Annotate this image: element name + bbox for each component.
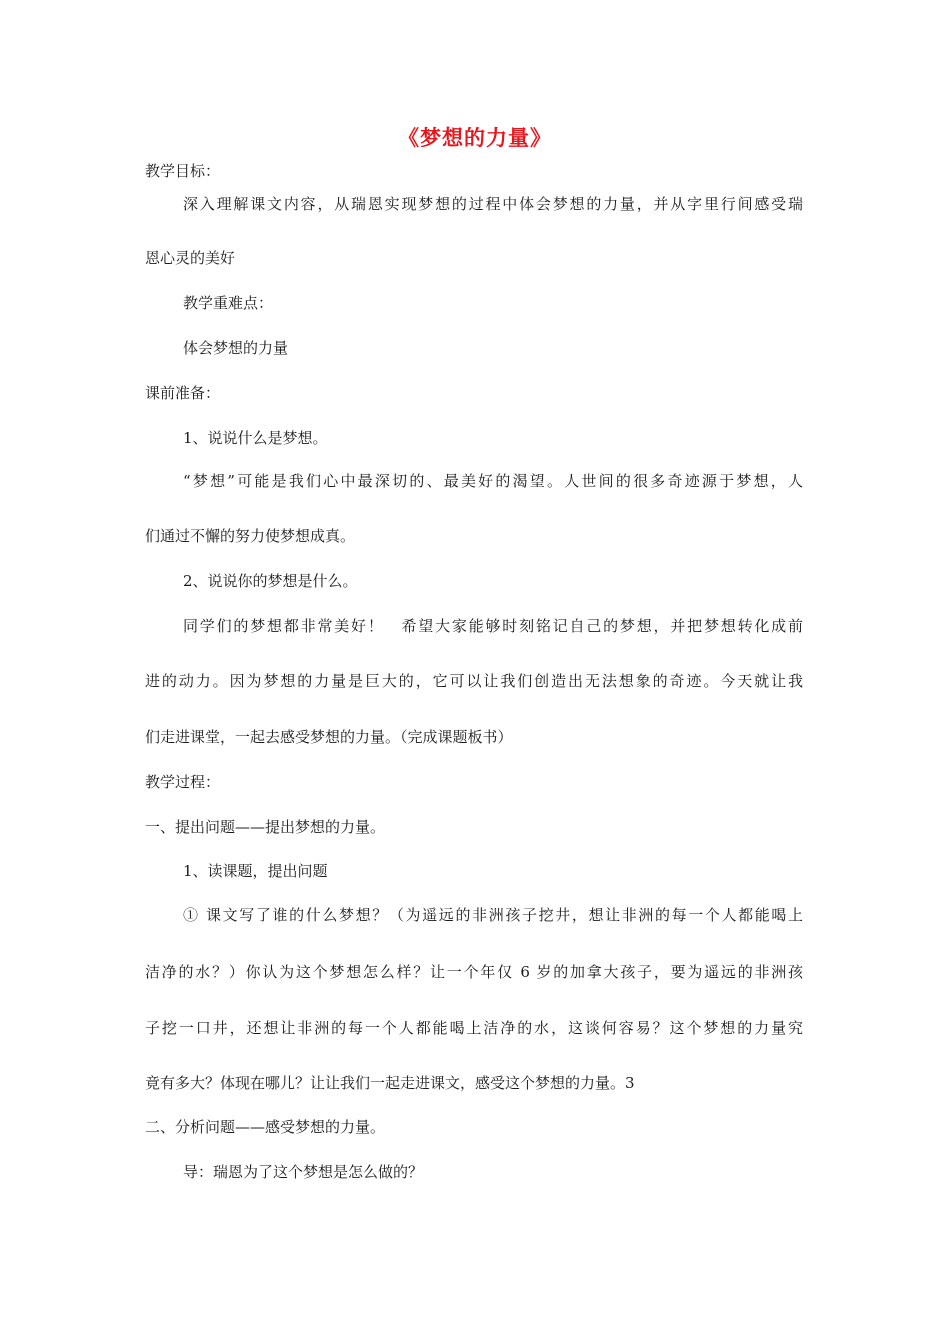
- paragraph-line: 体会梦想的力量: [183, 339, 289, 357]
- paragraph-line: 恩心灵的美好: [145, 249, 236, 267]
- list-item: 1、读课题，提出问题: [183, 862, 328, 880]
- list-item: 1、说说什么是梦想。: [183, 429, 328, 447]
- list-item: 2、说说你的梦想是什么。: [183, 572, 358, 590]
- paragraph-line: 导：瑞恩为了这个梦想是怎么做的？: [183, 1163, 424, 1181]
- paragraph-line: 同学们的梦想都非常美好！ 希望大家能够时刻铭记自己的梦想，并把梦想转化成前: [183, 617, 803, 635]
- paragraph-line: 进的动力。因为梦想的力量是巨大的，它可以让我们创造出无法想象的奇迹。今天就让我: [145, 672, 803, 690]
- heading-teaching-goals: 教学目标：: [145, 162, 221, 180]
- heading-teaching-process: 教学过程：: [145, 773, 221, 791]
- heading-preparation: 课前准备：: [145, 384, 221, 402]
- heading-key-points: 教学重难点：: [183, 294, 274, 312]
- document-title: 《梦想的力量》: [398, 125, 552, 150]
- paragraph-line: 洁净的水？）你认为这个梦想怎么样？让一个年仅 6 岁的加拿大孩子，要为遥远的非洲孩: [145, 963, 803, 981]
- paragraph-line: “梦想”可能是我们心中最深切的、最美好的渴望。人世间的很多奇迹源于梦想，人: [183, 472, 803, 490]
- paragraph-line: 竟有多大？体现在哪儿？让让我们一起走进课文，感受这个梦想的力量。3: [145, 1074, 635, 1092]
- paragraph-line: 们走进课堂，一起去感受梦想的力量。（完成课题板书）: [145, 728, 513, 746]
- paragraph-line: 子挖一口井，还想让非洲的每一个人都能喝上洁净的水，这谈何容易？这个梦想的力量究: [145, 1019, 803, 1037]
- section-heading: 二、分析问题——感受梦想的力量。: [145, 1118, 386, 1136]
- paragraph-line: ① 课文写了谁的什么梦想？（为遥远的非洲孩子挖井，想让非洲的每一个人都能喝上: [183, 906, 803, 924]
- paragraph-line: 们通过不懈的努力使梦想成真。: [145, 527, 356, 545]
- paragraph-line: 深入理解课文内容，从瑞恩实现梦想的过程中体会梦想的力量，并从字里行间感受瑞: [183, 195, 803, 213]
- section-heading: 一、提出问题——提出梦想的力量。: [145, 818, 386, 836]
